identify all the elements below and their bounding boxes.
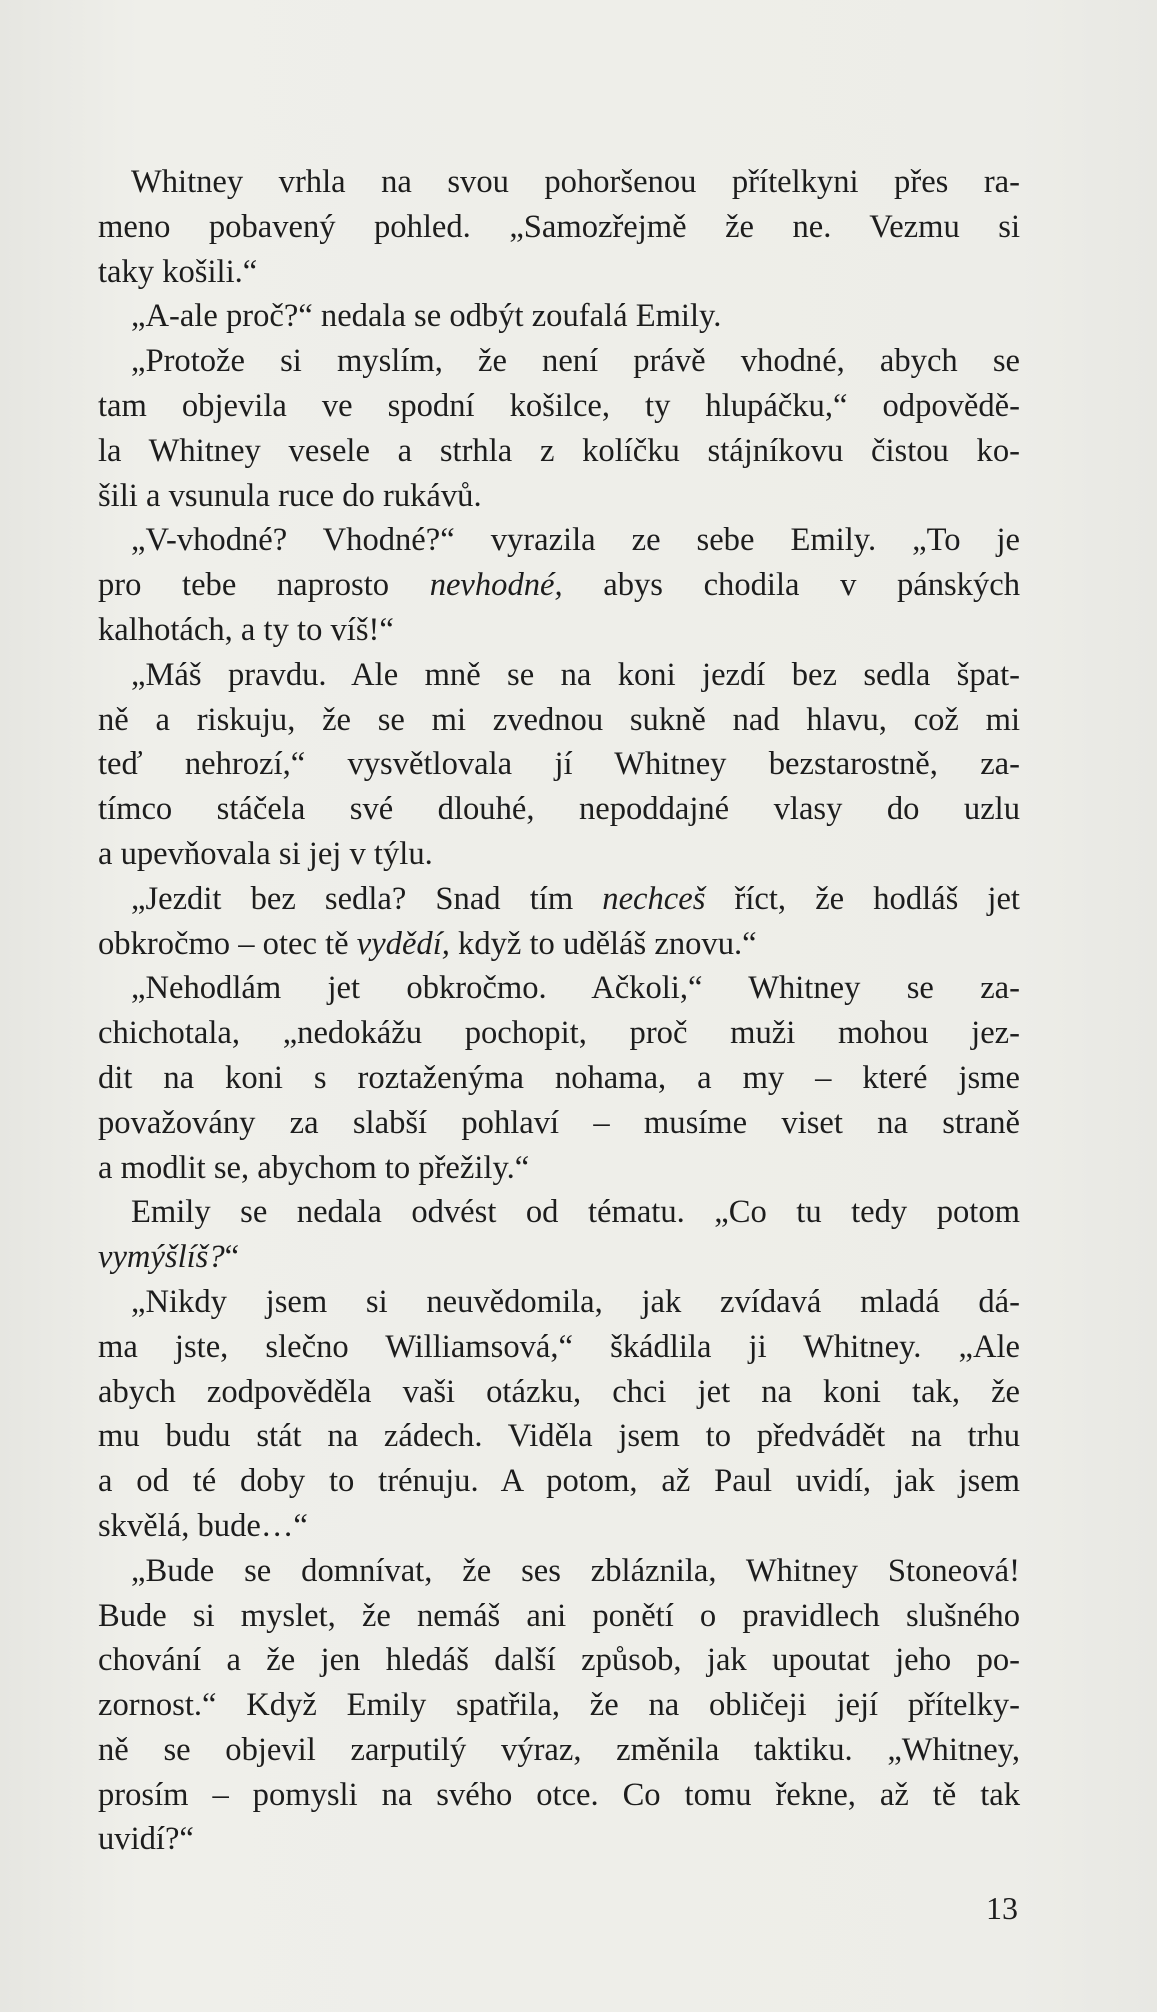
text-segment: “ (224, 1239, 240, 1276)
text-line: uvidí?“ (98, 1821, 194, 1858)
text-line: chichotala, „nedokážu pochopit, proč muži mohou jez- (98, 1015, 1020, 1052)
text-line: kalhotách, a ty to víš!“ (98, 611, 394, 648)
text-line: „Bude se domnívat, že ses zbláznila, Whitney Stoneová! (131, 1552, 1020, 1589)
text-line: šili a vsunula ruce do rukávů. (98, 477, 482, 514)
text-line: mu budu stát na zádech. Viděla jsem to předvádět na trhu (98, 1418, 1020, 1455)
text-line: ně se objevil zarputilý výraz, změnila taktiku. „Whitney, (98, 1731, 1020, 1768)
text-line: považovány za slabší pohlaví – musíme viset na straně (98, 1104, 1020, 1141)
text-line: Bude si myslet, že nemáš ani ponětí o pravidlech slušného (98, 1597, 1020, 1634)
text-segment: „Jezdit bez sedla? Snad tím (131, 880, 603, 917)
text-line: a modlit se, abychom to přežily.“ (98, 1149, 530, 1186)
body-text (98, 160, 1020, 1862)
italic-segment: nechceš (602, 880, 706, 917)
text-line: „Protože si myslím, že není právě vhodné, abych se (131, 343, 1020, 380)
page-number: 13 (986, 1890, 1018, 1926)
text-line: dit na koni s roztaženýma nohama, a my – které jsme (98, 1059, 1020, 1096)
text-line: zornost.“ Když Emily spatřila, že na obličeji její přítelky- (98, 1687, 1020, 1724)
text-line: a od té doby to trénuju. A potom, až Paul uvidí, jak jsem (98, 1463, 1020, 1500)
text-line: „Máš pravdu. Ale mně se na koni jezdí bez sedla špat- (131, 656, 1020, 693)
text-segment: obkročmo – otec tě (98, 925, 357, 962)
text-line: a upevňovala si jej v týlu. (98, 835, 433, 872)
text-line: „A-ale proč?“ nedala se odbýt zoufalá Emily. (131, 298, 722, 335)
text-line: meno pobavený pohled. „Samozřejmě že ne. Vezmu si (98, 208, 1020, 245)
text-line: Whitney vrhla na svou pohoršenou přítelkyni přes ra- (131, 164, 1020, 200)
text-line (98, 922, 1020, 967)
text-line: ma jste, slečno Williamsová,“ škádlila ji Whitney. „Ale (98, 1328, 1020, 1365)
text-segment: abys chodila v pánských (562, 567, 1020, 604)
text-line: la Whitney vesele a strhla z kolíčku stájníkovu čistou ko- (98, 432, 1020, 469)
text-line (98, 1235, 1020, 1280)
text-line (98, 563, 1020, 608)
italic-segment: nevhodné, (429, 567, 563, 604)
text-line: taky košili.“ (98, 253, 258, 290)
text-line: „V-vhodné? Vhodné?“ vyrazila ze sebe Emily. „To je (131, 522, 1020, 559)
text-line: chování a že jen hledáš další způsob, jak upoutat jeho po- (98, 1642, 1020, 1679)
italic-segment: vydědí, (356, 925, 450, 962)
text-line: tam objevila ve spodní košilce, ty hlupáčku,“ odpovědě- (98, 387, 1020, 424)
italic-segment: vymýšlíš? (98, 1239, 225, 1276)
text-line: teď nehrozí,“ vysvětlovala jí Whitney bezstarostně, za- (98, 746, 1020, 783)
text-line: ně a riskuju, že se mi zvednou sukně nad hlavu, což mi (98, 701, 1020, 738)
text-line: „Nehodlám jet obkročmo. Ačkoli,“ Whitney se za- (131, 970, 1020, 1007)
text-line: skvělá, bude…“ (98, 1507, 308, 1544)
text-segment: když to uděláš znovu.“ (449, 925, 757, 962)
text-line: abych zodpověděla vaši otázku, chci jet na koni tak, že (98, 1373, 1020, 1410)
text-line: Emily se nedala odvést od tématu. „Co tu tedy potom (131, 1194, 1020, 1231)
text-segment: pro tebe naprosto (98, 567, 430, 604)
text-line: „Nikdy jsem si neuvědomila, jak zvídavá mladá dá- (131, 1283, 1020, 1320)
text-line: tímco stáčela své dlouhé, nepoddajné vlasy do uzlu (98, 791, 1020, 828)
text-line (98, 877, 1020, 922)
text-segment: říct, že hodláš jet (705, 880, 1020, 917)
text-line: prosím – pomysli na svého otce. Co tomu řekne, až tě tak (98, 1776, 1020, 1813)
